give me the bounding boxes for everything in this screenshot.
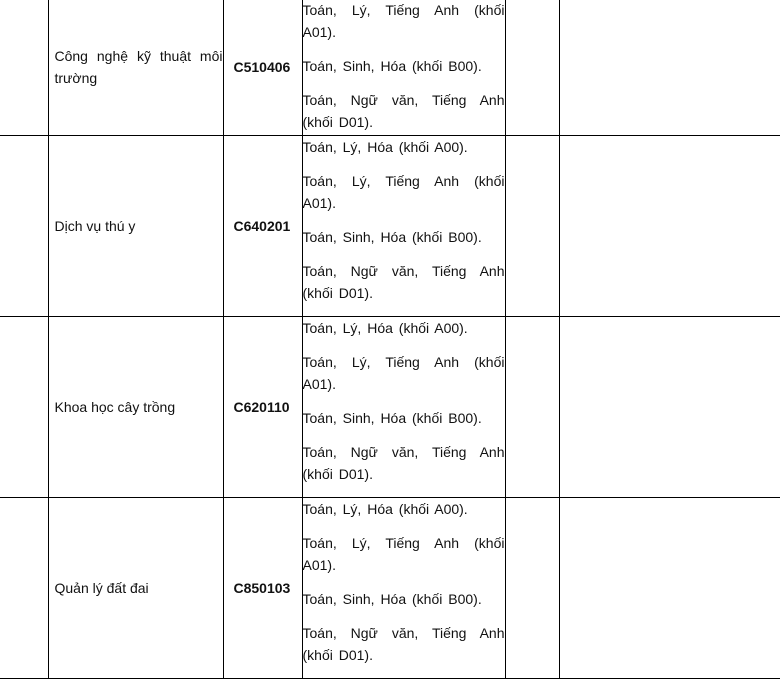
subject-combination: Toán, Sinh, Hóa (khối B00).	[302, 58, 482, 74]
blank-cell	[559, 0, 780, 136]
major-code-cell	[223, 0, 302, 136]
subject-combination: Toán, Lý, Hóa (khối A00).	[302, 139, 468, 155]
major-code: C640201	[233, 218, 291, 234]
subject-combination: Toán, Ngữ văn, Tiếng Anh (khối D01).	[302, 263, 505, 301]
table-row	[0, 317, 780, 498]
subject-combination: Toán, Lý, Tiếng Anh (khối A01).	[302, 535, 505, 573]
major-code-cell	[223, 136, 302, 317]
subject-combination: Toán, Lý, Tiếng Anh (khối A01).	[302, 2, 505, 40]
subject-combination: Toán, Sinh, Hóa (khối B00).	[302, 229, 482, 245]
blank-cell	[0, 317, 48, 498]
blank-cell	[505, 136, 559, 317]
subject-combination: Toán, Lý, Tiếng Anh (khối A01).	[302, 354, 505, 392]
blank-cell	[559, 498, 780, 679]
major-name-cell	[48, 0, 223, 136]
blank-cell	[0, 0, 48, 136]
major-name: Dịch vụ thú y	[54, 218, 136, 234]
major-name: Công nghệ kỹ thuật môi trường	[54, 48, 223, 86]
blank-cell	[559, 317, 780, 498]
blank-cell	[505, 498, 559, 679]
subject-combination: Toán, Ngữ văn, Tiếng Anh (khối D01).	[302, 444, 505, 482]
subject-combination: Toán, Sinh, Hóa (khối B00).	[302, 591, 482, 607]
subject-combinations-cell	[302, 0, 505, 136]
subject-combination: Toán, Lý, Hóa (khối A00).	[302, 320, 468, 336]
major-code: C620110	[233, 399, 290, 415]
major-name-cell	[48, 317, 223, 498]
subject-combination: Toán, Lý, Tiếng Anh (khối A01).	[302, 173, 505, 211]
major-code: C510406	[233, 59, 291, 75]
subject-combinations-cell	[302, 498, 505, 679]
major-code-cell	[223, 498, 302, 679]
table-row	[0, 136, 780, 317]
subject-combination: Toán, Ngữ văn, Tiếng Anh (khối D01).	[302, 625, 505, 663]
blank-cell	[0, 136, 48, 317]
major-name: Khoa học cây trồng	[54, 399, 176, 415]
major-code-cell	[223, 317, 302, 498]
subject-combinations-cell	[302, 317, 505, 498]
subject-combination: Toán, Lý, Hóa (khối A00).	[302, 501, 468, 517]
major-name-cell	[48, 498, 223, 679]
blank-cell	[505, 317, 559, 498]
subject-combination: Toán, Ngữ văn, Tiếng Anh (khối D01).	[302, 92, 505, 130]
subject-combination: Toán, Sinh, Hóa (khối B00).	[302, 410, 482, 426]
major-code: C850103	[233, 580, 291, 596]
major-name-cell	[48, 136, 223, 317]
table-row	[0, 498, 780, 679]
blank-cell	[0, 498, 48, 679]
blank-cell	[559, 136, 780, 317]
blank-cell	[505, 0, 559, 136]
major-name: Quản lý đất đai	[54, 580, 149, 596]
table-row	[0, 0, 780, 136]
subject-combinations-cell	[302, 136, 505, 317]
